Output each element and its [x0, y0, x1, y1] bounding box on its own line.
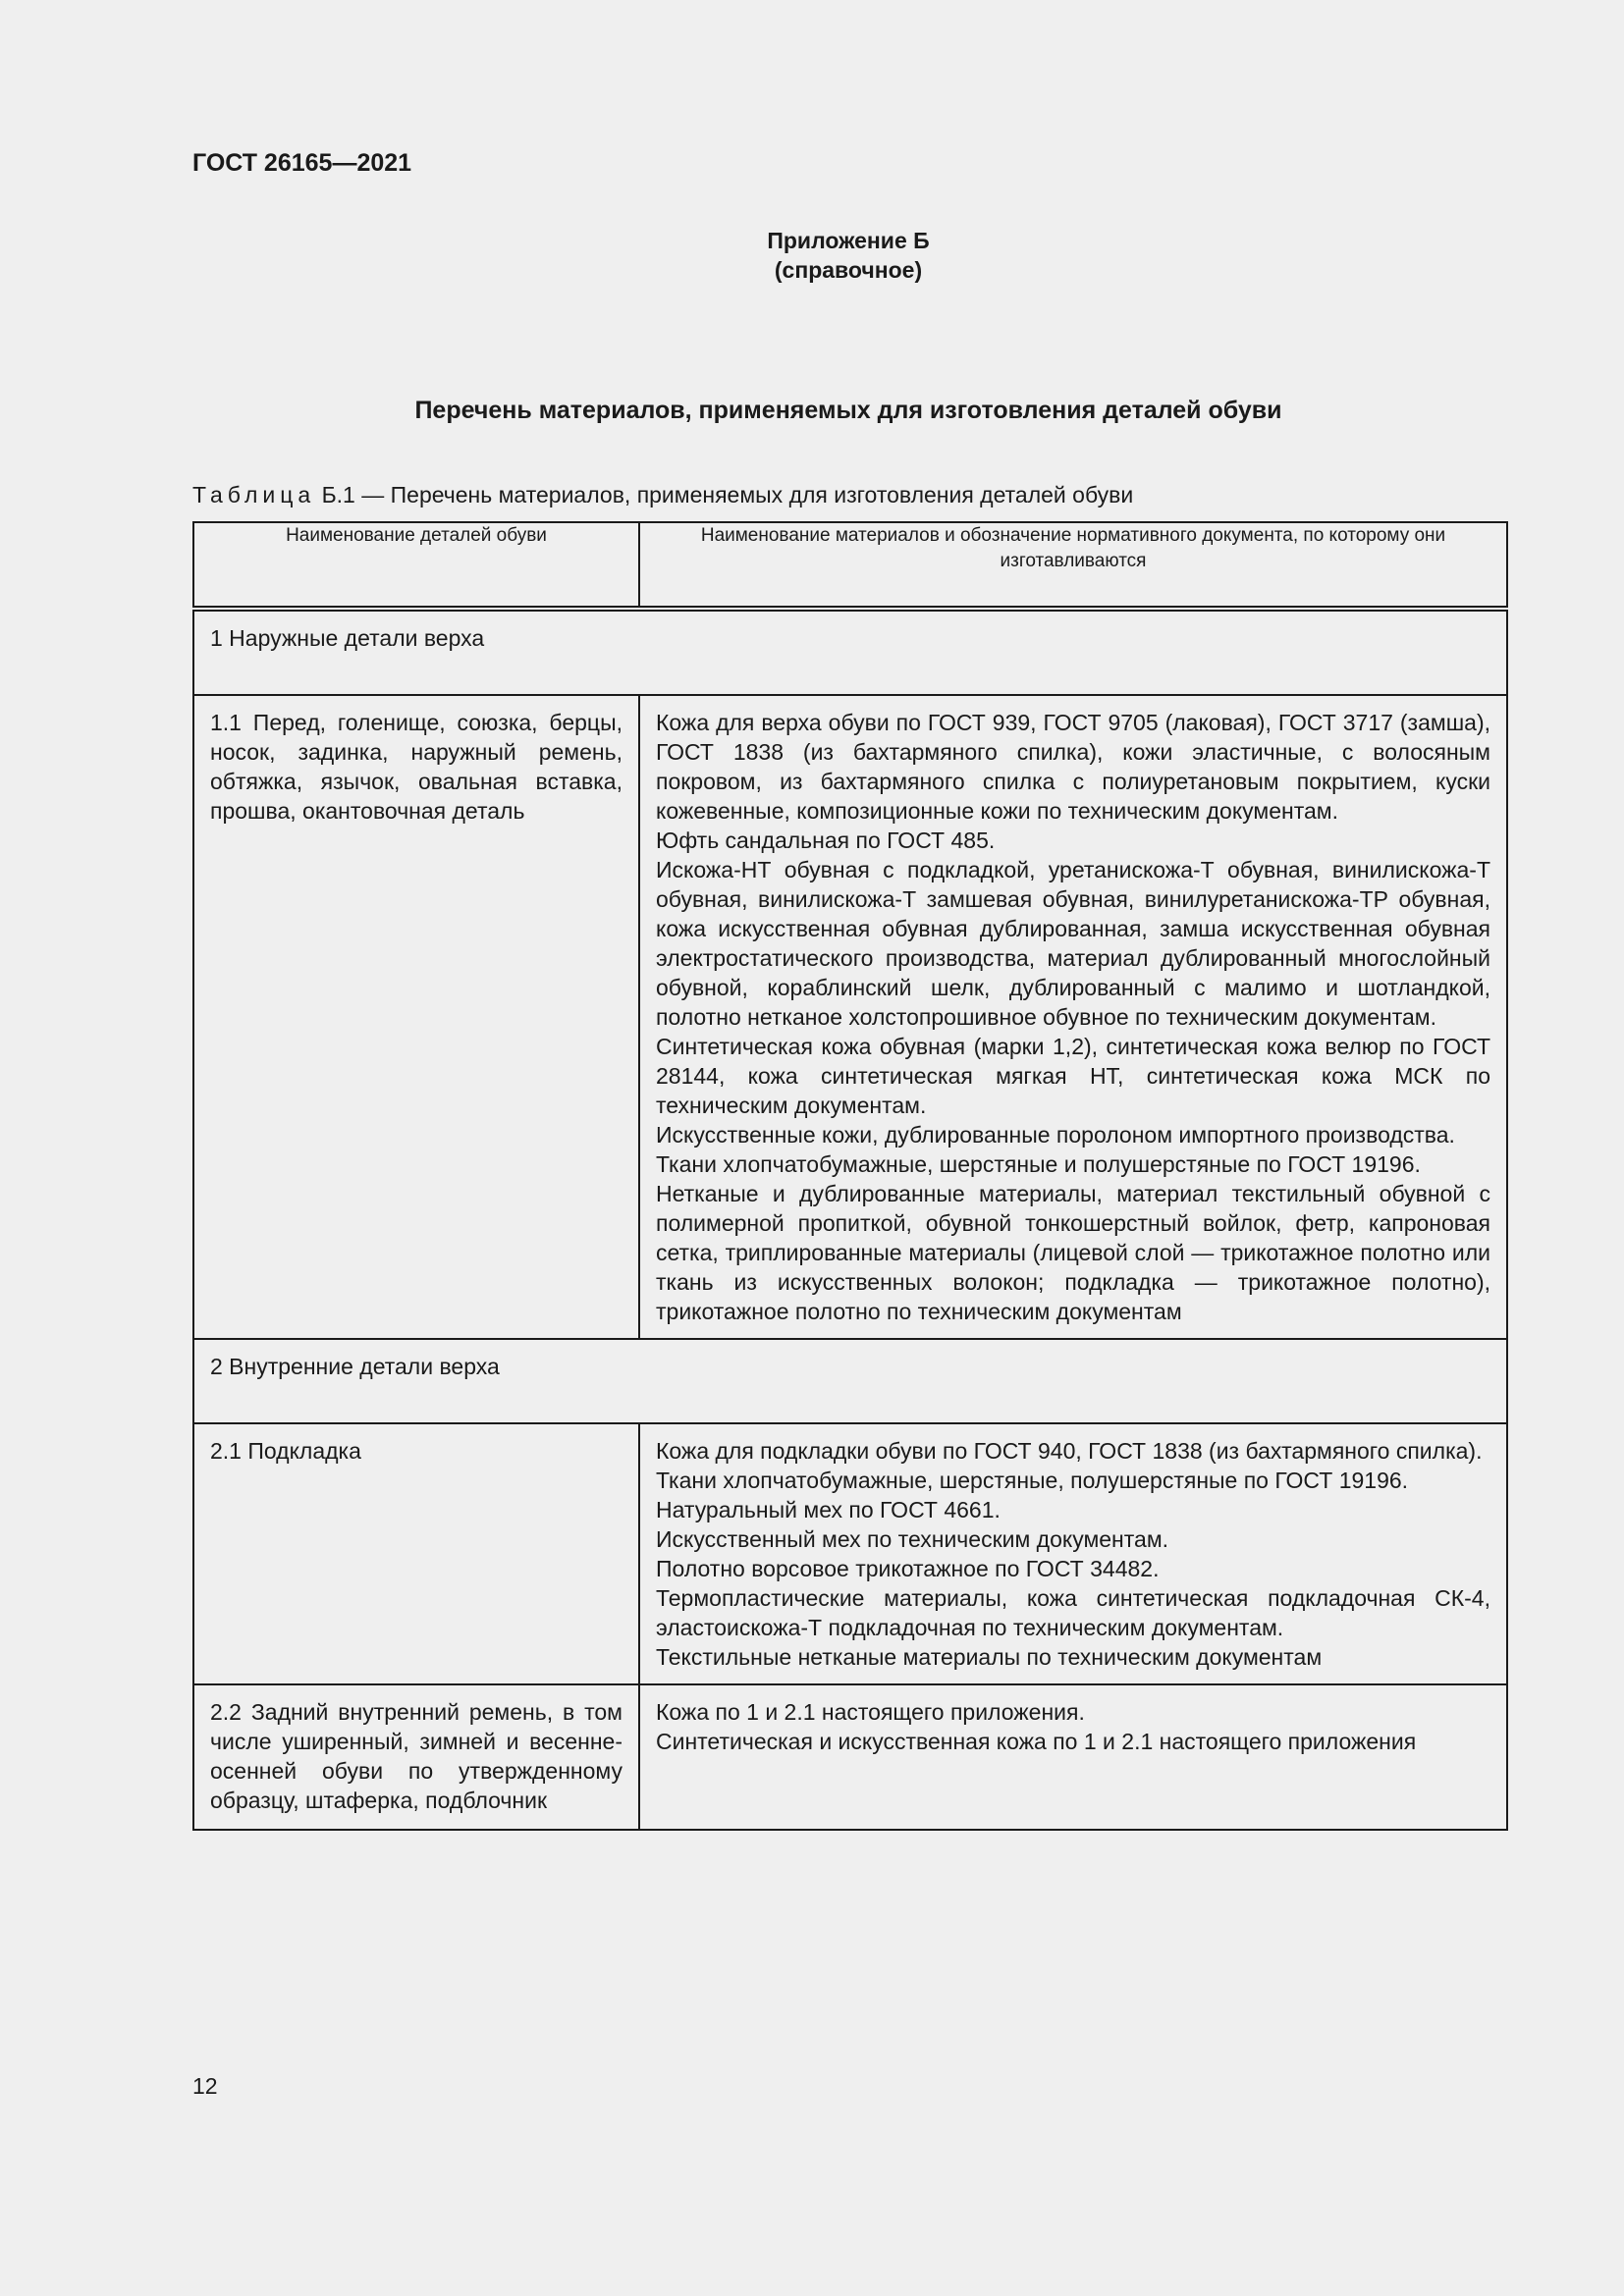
materials-list — [639, 695, 1507, 1339]
appendix-subtitle: (справочное) — [774, 257, 923, 283]
section-title: Перечень материалов, применяемых для изготовления деталей обуви — [414, 397, 1282, 424]
materials-list — [639, 1684, 1507, 1830]
table-caption-label: Таблица — [192, 482, 316, 507]
material-item: Натуральный мех по ГОСТ 4661. — [656, 1497, 1001, 1522]
table-group-row — [193, 1339, 1507, 1423]
material-item: Синтетическая и искусственная кожа по 1 и 2.1 настоящего приложения — [656, 1729, 1417, 1754]
material-item: Нетканые и дублированные материалы, материал текстильный обувной с полимерной пропиткой, обувной тонкошерстный войлок, фетр, капроновая сетка, триплированные материалы (лицевой слой — трикотажное полотно или ткань из искусственных волокон; подкладка — трикотажное полотно), трикотажное полотно по техническим документам — [656, 1181, 1490, 1324]
table-header-row — [193, 522, 1507, 609]
material-item: Термопластические материалы, кожа синтетическая подкладочная СК-4, эластоискожа-Т подкладочная по техническим документам. — [656, 1585, 1490, 1640]
group-outer-upper-parts: 1 Наружные детали верха — [193, 609, 1507, 695]
material-item: Ткани хлопчатобумажные, шерстяные, полушерстяные по ГОСТ 19196. — [656, 1468, 1409, 1493]
table-row — [193, 1423, 1507, 1684]
material-item: Текстильные нетканые материалы по техническим документам — [656, 1644, 1323, 1670]
table-caption — [192, 482, 1133, 508]
material-item: Искожа-НТ обувная с подкладкой, уретанискожа-Т обувная, винилискожа-Т обувная, винилискожа-Т замшевая обувная, винилуретанискожа-ТР обувная, кожа искусственная обувная дублированная, замша искусственная обувная электростатического производства, материал дублированный многослойный обувной, кораблинский шелк, дублированный с малимо и шотландкой, полотно нетканое холстопрошивное обувное по техническим документам. — [656, 857, 1490, 1030]
material-item: Кожа по 1 и 2.1 настоящего приложения. — [656, 1699, 1085, 1725]
part-name: 2.1 Подкладка — [193, 1423, 639, 1684]
group-inner-upper-parts: 2 Внутренние детали верха — [193, 1339, 1507, 1423]
table-group-row — [193, 609, 1507, 695]
materials-table — [192, 521, 1508, 1831]
appendix-title: Приложение Б — [767, 228, 930, 253]
material-item: Кожа для подкладки обуви по ГОСТ 940, ГОСТ 1838 (из бахтармяного спилка). — [656, 1438, 1483, 1464]
document-id: ГОСТ 26165—2021 — [192, 149, 412, 177]
material-item: Искусственный мех по техническим документам. — [656, 1526, 1169, 1552]
table-row — [193, 695, 1507, 1339]
material-item: Полотно ворсовое трикотажное по ГОСТ 34482. — [656, 1556, 1160, 1581]
table-caption-text: Б.1 — Перечень материалов, применяемых для изготовления деталей обуви — [315, 482, 1134, 507]
part-name: 1.1 Перед, голенище, союзка, берцы, носок, задинка, наружный ремень, обтяжка, язычок, овальная вставка, прошва, окантовочная деталь — [193, 695, 639, 1339]
header-parts: Наименование деталей обуви — [193, 522, 639, 609]
table-row — [193, 1684, 1507, 1830]
material-item: Ткани хлопчатобумажные, шерстяные и полушерстяные по ГОСТ 19196. — [656, 1151, 1421, 1177]
material-item: Синтетическая кожа обувная (марки 1,2), синтетическая кожа велюр по ГОСТ 28144, кожа синтетическая мягкая НТ, синтетическая кожа МСК по техническим документам. — [656, 1034, 1490, 1118]
material-item: Юфть сандальная по ГОСТ 485. — [656, 828, 996, 853]
material-item: Искусственные кожи, дублированные поролоном импортного производства. — [656, 1122, 1455, 1148]
material-item: Кожа для верха обуви по ГОСТ 939, ГОСТ 9705 (лаковая), ГОСТ 3717 (замша), ГОСТ 1838 (из бахтармяного спилка), кожи эластичные, с волосяным покровом, из бахтармяного спилка с полиуретановым покрытием, куски кожевенные, композиционные кожи по техническим документам. — [656, 710, 1490, 824]
materials-list — [639, 1423, 1507, 1684]
part-name: 2.2 Задний внутренний ремень, в том числе уширенный, зимней и весенне-осенней обуви по утвержденному образцу, штаферка, подблочник — [193, 1684, 639, 1830]
header-materials: Наименование материалов и обозначение нормативного документа, по которому они изготавливаются — [639, 522, 1507, 609]
page-number: 12 — [192, 2073, 218, 2099]
